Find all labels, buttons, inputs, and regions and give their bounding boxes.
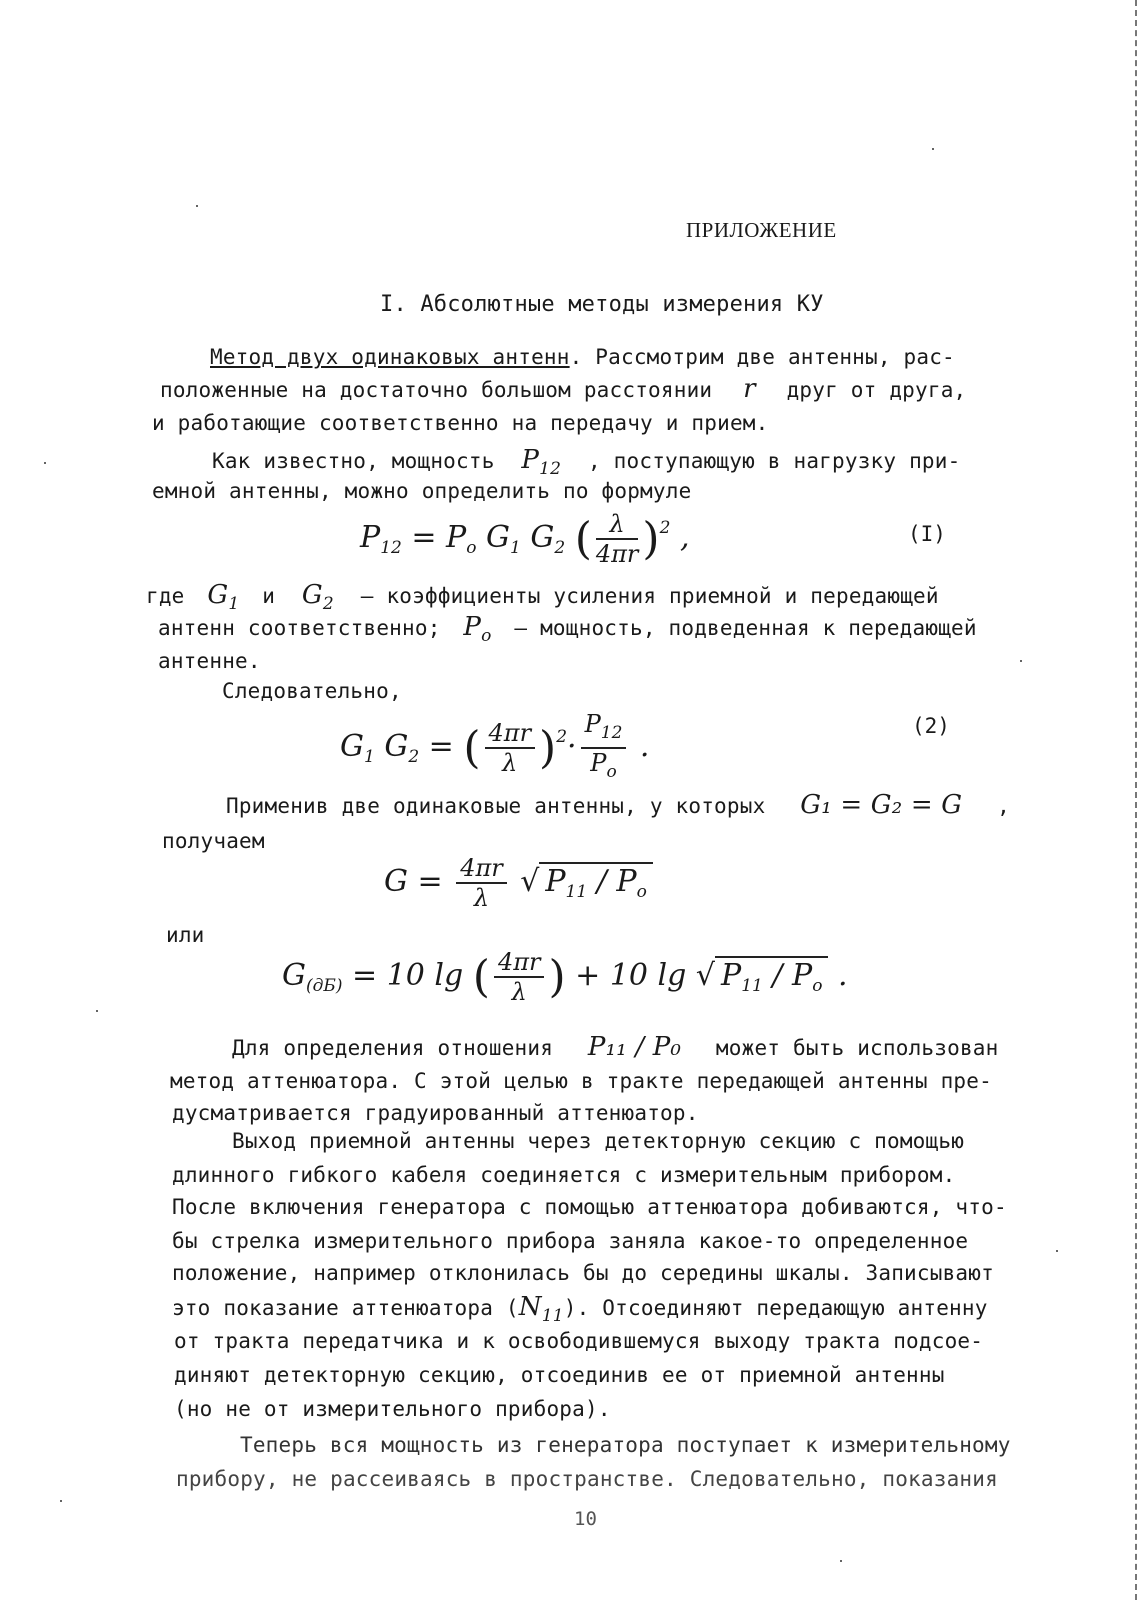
formula-2: $G_1$ $G_2$ = ( $\frac{4\pi r}{\lambda}$ )$^2$· $\frac{P_{12}}{P_o}$ .: [340, 710, 650, 782]
paragraph-7-line-2: метод аттенюатора. С этой целью в тракте передающей антенны пре-: [170, 1069, 992, 1093]
p0-symbol: $P_o$: [463, 612, 492, 646]
method-title: Метод двух одинаковых антенн: [210, 345, 570, 369]
paragraph-6: или: [166, 923, 205, 947]
paragraph-7-line-1: Для определения отношения P₁₁ / P₀ может быть использован: [232, 1032, 999, 1062]
formula-4: $G_{(дБ)} = 10$ lg ( $\frac{4\pi r}{\lambda}$ ) + 10 lg √ $P_{11} / P_o$ .: [282, 948, 848, 1006]
paragraph-8-line-3: После включения генератора с помощью аттенюатора добиваются, что-: [172, 1195, 1007, 1219]
equation-number-1: (I): [908, 522, 946, 546]
p11-p0-ratio: P₁₁ / P₀: [587, 1032, 682, 1062]
scan-speck: [44, 462, 46, 464]
paragraph-9-line-1: Теперь вся мощность из генератора поступает к измерительному: [240, 1433, 1011, 1457]
paragraph-8-line-4: бы стрелка измерительного прибора заняла какое-то определенное: [172, 1229, 969, 1253]
scan-speck: [840, 1560, 842, 1562]
paragraph-8-line-7: от тракта передатчика и к освободившемуся выходу тракта подсое-: [174, 1329, 984, 1353]
equation-number-2: (2): [912, 714, 950, 738]
scan-speck: [1056, 1250, 1058, 1252]
scan-edge: [1132, 0, 1137, 1600]
paragraph-1-line-3: и работающие соответственно на передачу и прием.: [152, 411, 769, 435]
paragraph-4: Следовательно,: [222, 679, 402, 703]
paragraph-8-line-1: Выход приемной антенны через детекторную секцию с помощью: [232, 1129, 965, 1153]
g2-symbol: $G_2$: [301, 580, 334, 614]
paragraph-9-line-2: прибору, не рассеиваясь в пространстве. Следовательно, показания: [176, 1467, 998, 1491]
paragraph-3-line-2: антенн соответственно; $P_o$ – мощность, подведенная к передающей: [158, 612, 977, 646]
paragraph-3-line-3: антенне.: [158, 649, 261, 673]
page-number: 10: [574, 1508, 597, 1530]
paragraph-2-line-1: Как известно, мощность $P_{12}$ , поступающую в нагрузку при-: [212, 445, 961, 479]
paragraph-5-line-1: Применив две одинаковые антенны, у которых G₁ = G₂ = G ,: [226, 790, 1010, 820]
paragraph-3-line-1: где $G_1$ и $G_2$ – коэффициенты усиления приемной и передающей: [146, 580, 939, 614]
paragraph-7-line-3: дусматривается градуированный аттенюатор.: [172, 1101, 699, 1125]
paragraph-8-line-5: положение, например отклонилась бы до середины шкалы. Записывают: [172, 1261, 994, 1285]
paragraph-8-line-2: длинного гибкого кабеля соединяется с измерительным прибором.: [172, 1163, 956, 1187]
g1-symbol: $G_1$: [207, 580, 240, 614]
paragraph-1-line-1: Метод двух одинаковых антенн. Рассмотрим две антенны, рас-: [210, 345, 955, 369]
p12-symbol: $P_{12}$: [521, 445, 562, 479]
paragraph-2-line-2: емной антенны, можно определить по формуле: [152, 479, 692, 503]
formula-1: $P_{12} = P_o$ $G_1$ $G_2$ ( $\frac{\lambda}{4\pi r}$ )$^2$ ,: [360, 510, 690, 568]
n11-symbol: $N_{11}$: [518, 1292, 564, 1326]
scan-speck: [196, 205, 198, 207]
appendix-title: ПРИЛОЖЕНИЕ: [686, 218, 837, 242]
paragraph-1-line-2: положенные на достаточно большом расстоянии r друг от друга,: [160, 374, 967, 404]
scan-speck: [96, 1010, 98, 1012]
paragraph-8-line-9: (но не от измерительного прибора).: [174, 1397, 611, 1421]
paragraph-8-line-6: это показание аттенюатора $(N_{11})$. Отсоединяют передающую антенну: [172, 1292, 988, 1326]
paragraph-8-line-8: диняют детекторную секцию, отсоединив ее от приемной антенны: [174, 1363, 945, 1387]
g-equality: G₁ = G₂ = G: [800, 790, 963, 820]
paragraph-5-line-2: получаем: [162, 829, 265, 853]
scan-speck: [932, 148, 934, 150]
formula-3: G = $\frac{4\pi r}{\lambda}$ √ $P_{11} / P_o$: [384, 854, 653, 912]
section-title: I. Абсолютные методы измерения КУ: [380, 292, 824, 317]
scan-speck: [60, 1500, 62, 1502]
scan-speck: [1020, 660, 1022, 662]
